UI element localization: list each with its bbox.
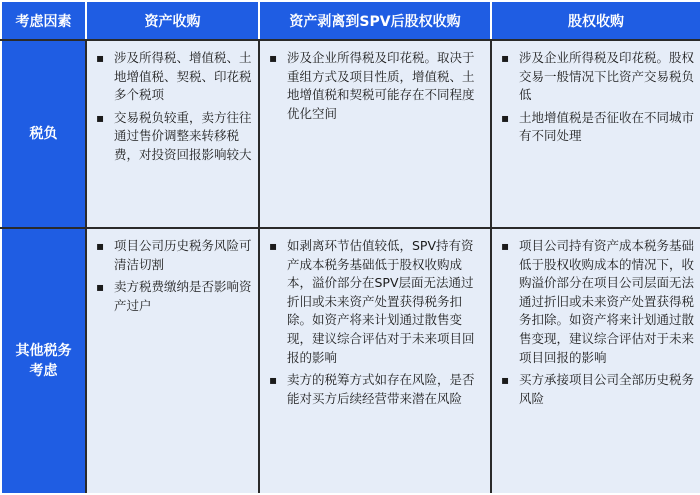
bullet-item: ▪ 交易税负较重，卖方往往通过售价调整来转移税费，对投资回报影响较大 <box>96 109 252 162</box>
cell-other-equity <box>491 228 700 494</box>
bullet-list <box>492 41 700 146</box>
bullet-icon: ▪ <box>501 51 510 65</box>
bullet-icon: ▪ <box>501 110 510 125</box>
bullet-item: ▪ 土地增值税是否征收在不同城市有不同处理 <box>501 109 695 144</box>
bullet-item: ▪ 涉及企业所得税及印花税。股权交易一般情况下比资产交易税负低 <box>501 50 695 103</box>
header-factor: 考虑因素 <box>1 1 86 40</box>
bullet-icon: ▪ <box>501 239 510 253</box>
cell-tax-equity <box>491 40 700 228</box>
bullet-icon: ▪ <box>269 51 278 65</box>
row-other-tax <box>1 228 700 494</box>
bullet-icon: ▪ <box>96 280 105 295</box>
row-label-tax-burden: 税负 <box>1 40 86 228</box>
bullet-item: ▪ 买方承接项目公司全部历史税务风险 <box>501 372 695 406</box>
row-tax-burden <box>1 40 700 228</box>
cell-tax-spv <box>259 40 491 228</box>
bullet-icon: ▪ <box>269 239 278 253</box>
bullet-item: ▪ 项目公司持有资产成本税务基础低于股权收购成本的情况下，收购溢价部分在项目公司层面无法通过折旧或未来资产处置获得税务扣除。如资产将来计划通过散售变现，建议综合评估对于未来项目回报的影响 <box>501 238 695 365</box>
cell-other-asset <box>86 228 259 494</box>
bullet-item: ▪ 涉及企业所得税及印花税。取决于重组方式及项目性质，增值税、土地增值税和契税可能存在不同程度优化空间 <box>269 50 475 121</box>
header-asset-acquisition: 资产收购 <box>86 1 259 40</box>
bullet-item: ▪ 项目公司历史税务风险可清洁切割 <box>96 238 252 272</box>
header-equity-acquisition: 股权收购 <box>491 1 700 40</box>
bullet-item: ▪ 如剥离环节估值较低，SPV持有资产成本税务基础低于股权收购成本，溢价部分在SPV层面无法通过折旧或未来资产处置获得税务扣除。如资产将来计划通过散售变现，建议综合评估对于未来项目回报的影响 <box>269 238 475 365</box>
bullet-list <box>260 41 490 123</box>
bullet-item: ▪ 卖方的税筹方式如存在风险，是否能对买方后续经营带来潜在风险 <box>269 372 475 406</box>
bullet-list <box>492 229 700 408</box>
cell-other-spv <box>259 228 491 494</box>
bullet-icon: ▪ <box>96 239 105 253</box>
bullet-list <box>87 229 258 315</box>
bullet-icon: ▪ <box>269 373 278 388</box>
bullet-item: ▪ 卖方税费缴纳是否影响资产过户 <box>96 279 252 313</box>
row-label-other-tax: 其他税务 考虑 <box>1 228 86 494</box>
bullet-list <box>260 229 490 408</box>
bullet-list <box>87 41 258 165</box>
bullet-icon: ▪ <box>501 373 510 388</box>
bullet-item: ▪ 涉及所得税、增值税、土地增值税、契税、印花税多个税项 <box>96 50 252 103</box>
cell-tax-asset <box>86 40 259 228</box>
bullet-icon: ▪ <box>96 110 105 125</box>
header-row <box>1 1 700 40</box>
header-spv-equity-acquisition: 资产剥离到SPV后股权收购 <box>259 1 491 40</box>
bullet-icon: ▪ <box>96 51 105 65</box>
